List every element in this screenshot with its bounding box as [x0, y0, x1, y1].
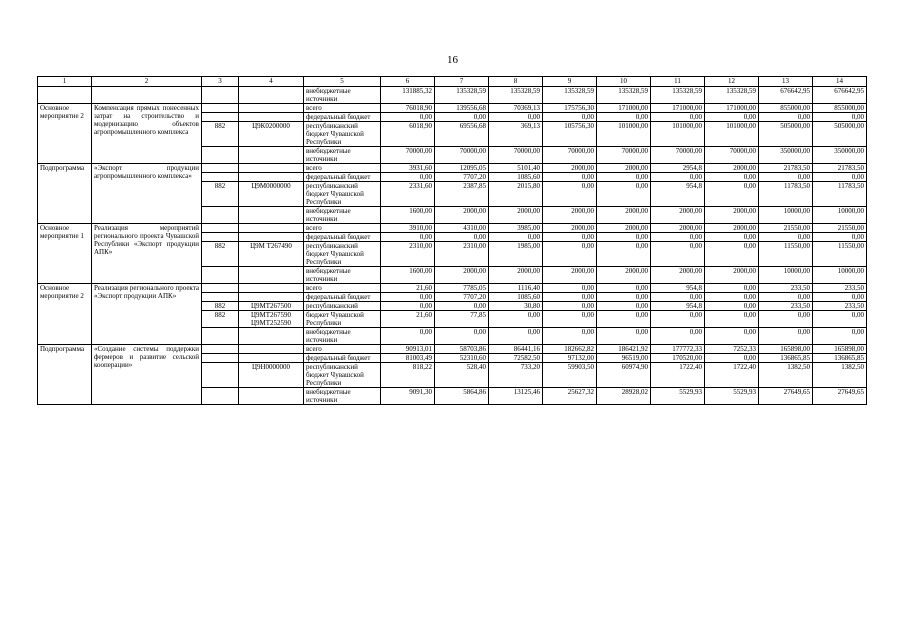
amount-cell: 2000,00	[597, 207, 651, 224]
funding-source-cell: внебюджетные источники	[304, 328, 381, 345]
amount-cell: 5529,93	[651, 388, 705, 405]
amount-cell: 0,00	[705, 242, 759, 267]
amount-cell: 0,00	[597, 284, 651, 293]
amount-cell: 855000,00	[759, 104, 813, 113]
funding-source-cell: внебюджетные источники	[304, 388, 381, 405]
amount-cell: 0,00	[759, 293, 813, 302]
amount-cell: 21550,00	[759, 224, 813, 233]
amount-cell: 0,00	[651, 173, 705, 182]
amount-cell: 0,00	[597, 113, 651, 122]
table-row	[38, 104, 867, 113]
funding-source-cell: республиканский бюджет Чувашской Республики	[304, 363, 381, 388]
amount-cell: 2000,00	[435, 207, 489, 224]
amount-cell: 7707,20	[435, 293, 489, 302]
amount-cell: 58703,86	[435, 345, 489, 354]
table-row	[38, 224, 867, 233]
funding-source-cell: федеральный бюджет	[304, 113, 381, 122]
budget-code-cell	[239, 293, 304, 302]
amount-cell: 0,00	[651, 293, 705, 302]
amount-cell: 5864,86	[435, 388, 489, 405]
amount-cell: 954,8	[651, 284, 705, 293]
amount-cell: 0,00	[705, 173, 759, 182]
amount-cell: 13125,46	[489, 388, 543, 405]
amount-cell: 0,00	[651, 242, 705, 267]
table-row	[38, 87, 867, 104]
amount-cell: 2387,85	[435, 182, 489, 207]
budget-code-cell	[239, 224, 304, 233]
amount-cell: 0,00	[813, 113, 867, 122]
amount-cell: 505000,00	[759, 122, 813, 147]
funding-source-cell: республиканский бюджет Чувашской Республики	[304, 182, 381, 207]
amount-cell: 1116,40	[489, 284, 543, 293]
amount-cell: 0,00	[381, 328, 435, 345]
column-header: 12	[705, 77, 759, 87]
column-header: 1	[38, 77, 92, 87]
amount-cell: 21550,00	[813, 224, 867, 233]
amount-cell: 954,8	[651, 182, 705, 207]
column-header: 9	[543, 77, 597, 87]
amount-cell: 101000,00	[651, 122, 705, 147]
amount-cell: 2000,00	[651, 207, 705, 224]
amount-cell: 76018,90	[381, 104, 435, 113]
funding-source-cell: внебюджетные источники	[304, 267, 381, 284]
amount-cell: 1722,40	[651, 363, 705, 388]
amount-cell: 2000,00	[489, 207, 543, 224]
amount-cell: 136865,85	[813, 354, 867, 363]
grbs-cell: 882	[202, 182, 239, 207]
amount-cell: 10000,00	[813, 267, 867, 284]
budget-code-cell	[239, 87, 304, 104]
amount-cell: 2000,00	[597, 164, 651, 173]
measure-name-cell: «Экспорт продукции агропромышленного комплекса»	[92, 164, 202, 224]
amount-cell: 135328,59	[597, 87, 651, 104]
amount-cell: 11783,50	[759, 182, 813, 207]
budget-code-cell	[239, 328, 304, 345]
column-header: 13	[759, 77, 813, 87]
amount-cell: 0,00	[597, 182, 651, 207]
grbs-cell	[202, 224, 239, 233]
grbs-cell	[202, 293, 239, 302]
amount-cell: 52310,60	[435, 354, 489, 363]
amount-cell: 2954,8	[651, 164, 705, 173]
amount-cell: 70000,00	[597, 147, 651, 164]
amount-cell: 69556,68	[435, 122, 489, 147]
amount-cell: 505000,00	[813, 122, 867, 147]
amount-cell: 10000,00	[759, 207, 813, 224]
amount-cell: 2000,00	[597, 224, 651, 233]
amount-cell: 21783,50	[813, 164, 867, 173]
grbs-cell	[202, 164, 239, 173]
amount-cell: 70000,00	[651, 147, 705, 164]
amount-cell: 0,00	[759, 328, 813, 345]
amount-cell: 0,00	[651, 311, 705, 328]
amount-cell: 2000,00	[543, 224, 597, 233]
amount-cell: 0,00	[543, 293, 597, 302]
amount-cell: 0,00	[435, 113, 489, 122]
amount-cell: 3931,60	[381, 164, 435, 173]
amount-cell: 7785,05	[435, 284, 489, 293]
amount-cell: 2000,00	[435, 267, 489, 284]
amount-cell: 0,00	[813, 173, 867, 182]
amount-cell: 0,00	[543, 113, 597, 122]
column-header: 3	[202, 77, 239, 87]
amount-cell: 0,00	[543, 284, 597, 293]
amount-cell: 139556,68	[435, 104, 489, 113]
column-header: 5	[304, 77, 381, 87]
amount-cell: 0,00	[597, 233, 651, 242]
amount-cell: 2000,00	[705, 164, 759, 173]
amount-cell: 1382,50	[759, 363, 813, 388]
amount-cell: 135328,59	[651, 87, 705, 104]
amount-cell: 233,50	[813, 284, 867, 293]
budget-table	[37, 76, 867, 405]
column-header: 14	[813, 77, 867, 87]
amount-cell: 81003,49	[381, 354, 435, 363]
amount-cell: 733,20	[489, 363, 543, 388]
amount-cell: 0,00	[813, 233, 867, 242]
amount-cell: 0,00	[597, 302, 651, 311]
amount-cell: 1600,00	[381, 267, 435, 284]
budget-code-cell	[239, 104, 304, 113]
grbs-cell	[202, 207, 239, 224]
amount-cell: 2000,00	[543, 164, 597, 173]
amount-cell: 7707,20	[435, 173, 489, 182]
grbs-cell	[202, 113, 239, 122]
budget-code-cell	[239, 207, 304, 224]
amount-cell: 1085,60	[489, 293, 543, 302]
amount-cell: 2000,00	[543, 207, 597, 224]
amount-cell: 21,60	[381, 311, 435, 328]
grbs-cell: 882	[202, 302, 239, 311]
amount-cell: 0,00	[705, 311, 759, 328]
amount-cell: 2000,00	[543, 267, 597, 284]
amount-cell: 101000,00	[705, 122, 759, 147]
amount-cell: 0,00	[597, 242, 651, 267]
amount-cell: 3910,00	[381, 224, 435, 233]
table-row	[38, 284, 867, 293]
amount-cell: 171000,00	[597, 104, 651, 113]
amount-cell: 0,00	[651, 328, 705, 345]
amount-cell: 0,00	[813, 328, 867, 345]
amount-cell: 7252,33	[705, 345, 759, 354]
grbs-cell	[202, 363, 239, 388]
amount-cell: 2310,00	[381, 242, 435, 267]
amount-cell: 0,00	[435, 302, 489, 311]
funding-source-cell: внебюджетные источники	[304, 87, 381, 104]
budget-code-cell	[239, 164, 304, 173]
amount-cell: 0,00	[597, 293, 651, 302]
amount-cell: 165898,00	[813, 345, 867, 354]
amount-cell: 0,00	[759, 233, 813, 242]
funding-source-cell: республиканский	[304, 302, 381, 311]
amount-cell: 27649,65	[813, 388, 867, 405]
amount-cell: 135328,59	[435, 87, 489, 104]
page-number: 16	[447, 54, 458, 66]
amount-cell: 165898,00	[759, 345, 813, 354]
amount-cell: 70000,00	[435, 147, 489, 164]
amount-cell: 86441,16	[489, 345, 543, 354]
amount-cell: 1085,60	[489, 173, 543, 182]
amount-cell: 186421,92	[597, 345, 651, 354]
budget-code-cell	[239, 267, 304, 284]
amount-cell: 350000,00	[813, 147, 867, 164]
amount-cell: 1600,00	[381, 207, 435, 224]
amount-cell: 0,00	[435, 328, 489, 345]
amount-cell: 101000,00	[597, 122, 651, 147]
amount-cell: 3985,00	[489, 224, 543, 233]
measure-title-cell	[38, 87, 92, 104]
funding-source-cell: всего	[304, 224, 381, 233]
column-header: 4	[239, 77, 304, 87]
amount-cell: 0,00	[543, 173, 597, 182]
column-header: 2	[92, 77, 202, 87]
amount-cell: 5529,93	[705, 388, 759, 405]
amount-cell: 10000,00	[759, 267, 813, 284]
amount-cell: 676642,95	[759, 87, 813, 104]
amount-cell: 135328,59	[543, 87, 597, 104]
amount-cell: 0,00	[543, 311, 597, 328]
amount-cell: 2015,80	[489, 182, 543, 207]
amount-cell: 0,00	[543, 242, 597, 267]
amount-cell: 12095,05	[435, 164, 489, 173]
budget-code-cell: Ц9М Т267490	[239, 242, 304, 267]
amount-cell: 954,8	[651, 302, 705, 311]
funding-source-cell: всего	[304, 164, 381, 173]
amount-cell: 182662,82	[543, 345, 597, 354]
grbs-cell	[202, 328, 239, 345]
amount-cell: 59903,50	[543, 363, 597, 388]
grbs-cell: 882	[202, 122, 239, 147]
grbs-cell	[202, 284, 239, 293]
amount-cell: 171000,00	[705, 104, 759, 113]
funding-source-cell: федеральный бюджет	[304, 293, 381, 302]
amount-cell: 0,00	[381, 293, 435, 302]
amount-cell: 0,00	[813, 293, 867, 302]
measure-name-cell: Реализация мероприятий регионального проекта Чувашской Республики «Экспорт продукции АПК»	[92, 224, 202, 284]
amount-cell: 0,00	[489, 311, 543, 328]
amount-cell: 676642,95	[813, 87, 867, 104]
amount-cell: 0,00	[705, 233, 759, 242]
amount-cell: 28928,02	[597, 388, 651, 405]
amount-cell: 70369,13	[489, 104, 543, 113]
amount-cell: 0,00	[705, 113, 759, 122]
measure-title-cell: Основное мероприятие 1	[38, 224, 92, 284]
amount-cell: 1985,00	[489, 242, 543, 267]
budget-code-cell	[239, 233, 304, 242]
amount-cell: 11783,50	[813, 182, 867, 207]
amount-cell: 97132,00	[543, 354, 597, 363]
amount-cell: 135328,59	[489, 87, 543, 104]
measure-title-cell: Основное мероприятие 2	[38, 284, 92, 345]
grbs-cell	[202, 147, 239, 164]
funding-source-cell: всего	[304, 104, 381, 113]
amount-cell: 0,00	[813, 311, 867, 328]
grbs-cell	[202, 233, 239, 242]
funding-source-cell: бюджет Чувашской Республики	[304, 311, 381, 328]
header-row	[38, 77, 867, 87]
grbs-cell	[202, 388, 239, 405]
amount-cell: 2000,00	[651, 224, 705, 233]
amount-cell: 0,00	[381, 173, 435, 182]
budget-code-cell: Ц9К0200000	[239, 122, 304, 147]
amount-cell: 6018,90	[381, 122, 435, 147]
funding-source-cell: федеральный бюджет	[304, 173, 381, 182]
amount-cell: 233,50	[813, 302, 867, 311]
amount-cell: 1722,40	[705, 363, 759, 388]
amount-cell: 27649,65	[759, 388, 813, 405]
amount-cell: 11550,00	[759, 242, 813, 267]
funding-source-cell: республиканский бюджет Чувашской Республики	[304, 122, 381, 147]
amount-cell: 30,80	[489, 302, 543, 311]
budget-code-cell: Ц9Н0000000	[239, 363, 304, 388]
amount-cell: 2000,00	[705, 207, 759, 224]
measure-name-cell: Компенсация прямых понесенных затрат на строительство и модернизацию объектов агропромышленного комплекса	[92, 104, 202, 164]
amount-cell: 175756,30	[543, 104, 597, 113]
amount-cell: 233,50	[759, 284, 813, 293]
measure-name-cell: Реализация регионального проекта «Экспорт продукции АПК»	[92, 284, 202, 345]
amount-cell: 70000,00	[489, 147, 543, 164]
amount-cell: 21,60	[381, 284, 435, 293]
amount-cell: 0,00	[759, 311, 813, 328]
amount-cell: 0,00	[597, 311, 651, 328]
amount-cell: 70000,00	[705, 147, 759, 164]
amount-cell: 855000,00	[813, 104, 867, 113]
budget-code-cell	[239, 113, 304, 122]
amount-cell: 2331,60	[381, 182, 435, 207]
amount-cell: 70000,00	[543, 147, 597, 164]
funding-source-cell: внебюджетные источники	[304, 147, 381, 164]
amount-cell: 0,00	[597, 328, 651, 345]
budget-code-cell	[239, 345, 304, 354]
budget-code-cell	[239, 147, 304, 164]
amount-cell: 5101,40	[489, 164, 543, 173]
amount-cell: 0,00	[489, 113, 543, 122]
measure-title-cell: Подпрограмма	[38, 345, 92, 405]
amount-cell: 0,00	[759, 173, 813, 182]
budget-code-cell	[239, 173, 304, 182]
amount-cell: 0,00	[489, 328, 543, 345]
amount-cell: 0,00	[381, 302, 435, 311]
amount-cell: 21783,50	[759, 164, 813, 173]
amount-cell: 170520,00	[651, 354, 705, 363]
amount-cell: 2000,00	[705, 267, 759, 284]
funding-source-cell: всего	[304, 345, 381, 354]
amount-cell: 70000,00	[381, 147, 435, 164]
amount-cell: 25627,32	[543, 388, 597, 405]
amount-cell: 9091,30	[381, 388, 435, 405]
measure-title-cell: Подпрограмма	[38, 164, 92, 224]
budget-code-cell	[239, 354, 304, 363]
amount-cell: 4310,00	[435, 224, 489, 233]
amount-cell: 528,40	[435, 363, 489, 388]
table-row	[38, 164, 867, 173]
amount-cell: 77,85	[435, 311, 489, 328]
amount-cell: 96519,00	[597, 354, 651, 363]
amount-cell: 2310,00	[435, 242, 489, 267]
funding-source-cell: федеральный бюджет	[304, 233, 381, 242]
amount-cell: 0,00	[543, 233, 597, 242]
amount-cell: 0,00	[705, 354, 759, 363]
amount-cell: 0,00	[543, 302, 597, 311]
amount-cell: 1382,50	[813, 363, 867, 388]
amount-cell: 369,13	[489, 122, 543, 147]
grbs-cell	[202, 104, 239, 113]
amount-cell: 0,00	[759, 113, 813, 122]
amount-cell: 135328,59	[705, 87, 759, 104]
amount-cell: 136865,85	[759, 354, 813, 363]
amount-cell: 350000,00	[759, 147, 813, 164]
budget-code-cell	[239, 284, 304, 293]
amount-cell: 0,00	[597, 173, 651, 182]
budget-code-cell	[239, 388, 304, 405]
measure-title-cell: Основное мероприятие 2	[38, 104, 92, 164]
budget-code-cell: Ц9М0000000	[239, 182, 304, 207]
amount-cell: 2000,00	[489, 267, 543, 284]
amount-cell: 0,00	[705, 328, 759, 345]
amount-cell: 0,00	[705, 293, 759, 302]
amount-cell: 233,50	[759, 302, 813, 311]
amount-cell: 0,00	[705, 182, 759, 207]
amount-cell: 11550,00	[813, 242, 867, 267]
amount-cell: 0,00	[543, 182, 597, 207]
amount-cell: 0,00	[435, 233, 489, 242]
column-header: 8	[489, 77, 543, 87]
amount-cell: 177772,33	[651, 345, 705, 354]
amount-cell: 0,00	[381, 233, 435, 242]
grbs-cell	[202, 345, 239, 354]
grbs-cell: 882	[202, 311, 239, 328]
amount-cell: 0,00	[651, 113, 705, 122]
column-header: 11	[651, 77, 705, 87]
grbs-cell	[202, 173, 239, 182]
column-header: 6	[381, 77, 435, 87]
amount-cell: 90913,01	[381, 345, 435, 354]
amount-cell: 60974,90	[597, 363, 651, 388]
column-header: 7	[435, 77, 489, 87]
funding-source-cell: всего	[304, 284, 381, 293]
table-row	[38, 345, 867, 354]
amount-cell: 818,22	[381, 363, 435, 388]
amount-cell: 171000,00	[651, 104, 705, 113]
amount-cell: 2000,00	[597, 267, 651, 284]
amount-cell: 105756,30	[543, 122, 597, 147]
funding-source-cell: федеральный бюджет	[304, 354, 381, 363]
amount-cell: 0,00	[705, 284, 759, 293]
amount-cell: 0,00	[543, 328, 597, 345]
measure-name-cell: «Создание системы поддержки фермеров и развитие сельской кооперации»	[92, 345, 202, 405]
funding-source-cell: республиканский бюджет Чувашской Республики	[304, 242, 381, 267]
column-header: 10	[597, 77, 651, 87]
amount-cell: 131885,32	[381, 87, 435, 104]
amount-cell: 72582,50	[489, 354, 543, 363]
grbs-cell	[202, 267, 239, 284]
budget-code-cell: Ц9МТ267500	[239, 302, 304, 311]
grbs-cell	[202, 87, 239, 104]
amount-cell: 0,00	[381, 113, 435, 122]
amount-cell: 0,00	[651, 233, 705, 242]
funding-source-cell: внебюджетные источники	[304, 207, 381, 224]
amount-cell: 2000,00	[651, 267, 705, 284]
measure-name-cell	[92, 87, 202, 104]
grbs-cell: 882	[202, 242, 239, 267]
amount-cell: 0,00	[705, 302, 759, 311]
grbs-cell	[202, 354, 239, 363]
amount-cell: 0,00	[489, 233, 543, 242]
amount-cell: 10000,00	[813, 207, 867, 224]
amount-cell: 2000,00	[705, 224, 759, 233]
budget-code-cell: Ц9МТ267590 Ц9МТ252590	[239, 311, 304, 328]
